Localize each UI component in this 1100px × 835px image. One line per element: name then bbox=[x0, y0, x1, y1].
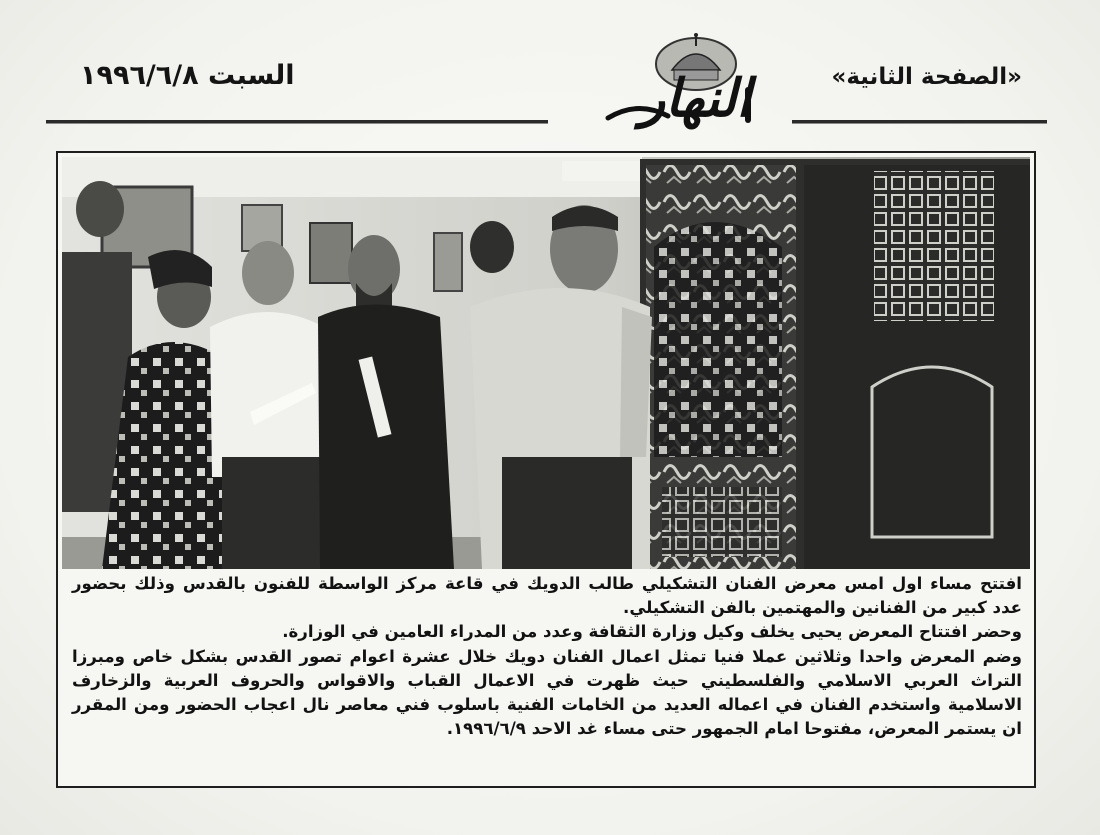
article-paragraph-1: افتتح مساء اول امس معرض الفنان التشكيلي طالب الدويك في قاعة مركز الواسطة للفنون بالقدس وذلك بحضور عدد كبير من الفنانين والمهتمين بالفن التشكيلي. bbox=[72, 574, 1022, 618]
exhibition-photo bbox=[62, 157, 1030, 569]
article-paragraph-2: وحضر افتتاح المعرض يحيى يخلف وكيل وزارة الثقافة وعدد من المدراء العامين في الوزارة. bbox=[282, 622, 1022, 642]
issue-date: السبت ١٩٩٦/٦/٨ bbox=[80, 60, 295, 91]
article-text bbox=[72, 572, 1022, 741]
newspaper-logo bbox=[598, 30, 793, 130]
article-box bbox=[56, 151, 1036, 788]
masthead-rule-right bbox=[792, 120, 1047, 124]
article-paragraph-3: وضم المعرض واحدا وثلاثين عملا فنيا تمثل اعمال الفنان دويك خلال عشرة اعوام تصور القدس بشكل خاص ومبرزا التراث العربي الاسلامي والفلسطيني حيث ظهرت في الاعمال القباب والاقواس والحروف العربية والزخارف الاسلامية واستخدم الفنان في اعماله العديد من الخامات الفنية باسلوب فني معاصر نال اعجاب الحضور ومن المقرر ان يستمر المعرض، مفتوحا امام الجمهور حتى مساء غد الاحد ١٩٩٦/٦/٩. bbox=[72, 646, 1022, 739]
masthead-rule-left bbox=[46, 120, 548, 124]
photo-exhibition-scene-icon bbox=[62, 157, 1030, 569]
page-label: «الصفحة الثانية» bbox=[831, 64, 1022, 90]
masthead bbox=[0, 0, 1100, 130]
logo-wordmark: النهار bbox=[640, 68, 751, 129]
